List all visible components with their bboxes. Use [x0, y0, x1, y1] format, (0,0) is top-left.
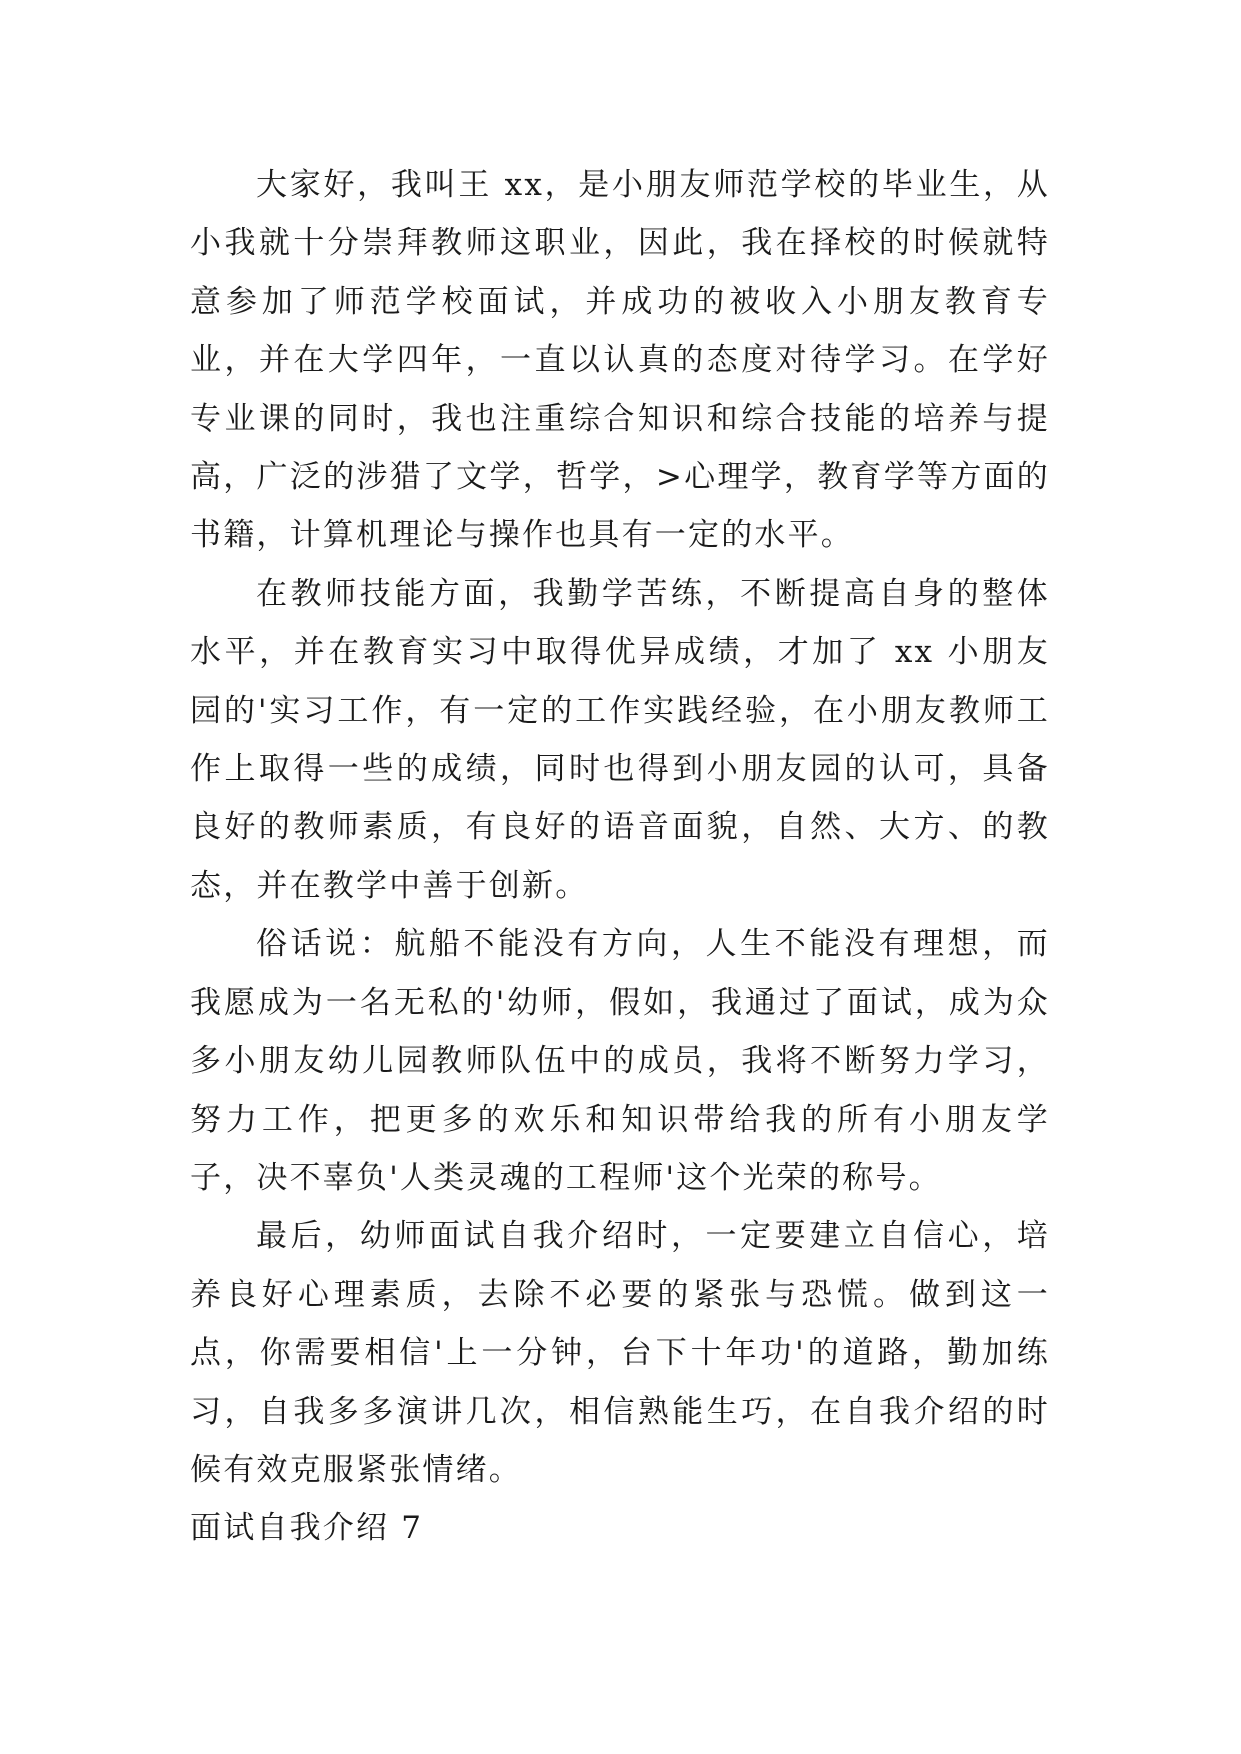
paragraph-3: 俗话说：航船不能没有方向，人生不能没有理想，而我愿成为一名无私的'幼师，假如，我通过了面试，成为众多小朋友幼儿园教师队伍中的成员，我将不断努力学习，努力工作，把更多的欢乐和知识带给我的所有小朋友学子，决不辜负'人类灵魂的工程师'这个光荣的称号。 [190, 926, 1050, 1196]
section-heading: 面试自我介绍 7 [190, 1510, 424, 1547]
document-body [190, 156, 1050, 1558]
paragraph-1: 大家好，我叫王 xx，是小朋友师范学校的毕业生，从小我就十分崇拜教师这职业，因此，我在择校的时候就特意参加了师范学校面试，并成功的被收入小朋友教育专业，并在大学四年，一直以认真的态度对待学习。在学好专业课的同时，我也注重综合知识和综合技能的培养与提高，广泛的涉猎了文学，哲学，>心理学，教育学等方面的书籍，计算机理论与操作也具有一定的水平。 [190, 167, 1050, 554]
paragraph-2: 在教师技能方面，我勤学苦练，不断提高自身的整体水平，并在教育实习中取得优异成绩，才加了 xx 小朋友园的'实习工作，有一定的工作实践经验，在小朋友教师工作上取得一些的成绩，同时也得到小朋友园的认可，具备良好的教师素质，有良好的语音面貌，自然、大方、的教态，并在教学中善于创新。 [190, 575, 1050, 904]
paragraph-4: 最后，幼师面试自我介绍时，一定要建立自信心，培养良好心理素质，去除不必要的紧张与恐慌。做到这一点，你需要相信'上一分钟，台下十年功'的道路，勤加练习，自我多多演讲几次，相信熟能生巧，在自我介绍的时候有效克服紧张情绪。 [190, 1218, 1050, 1488]
